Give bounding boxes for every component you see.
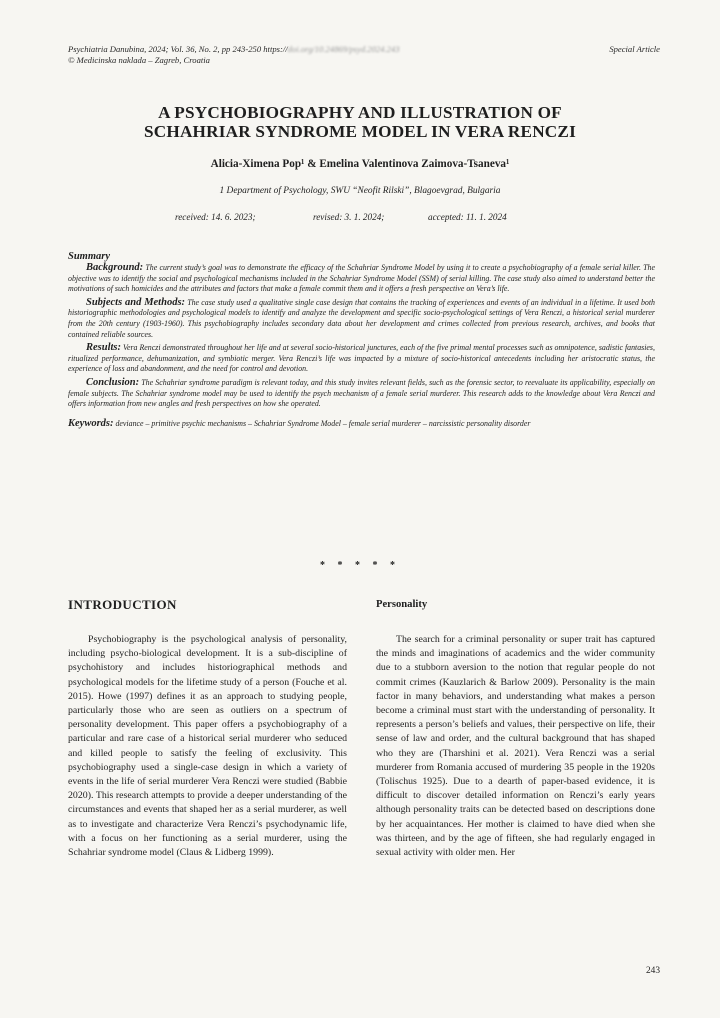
background-text: The current study’s goal was to demonstrate the efficacy of the Schahriar Syndrome Model by using it to create a psychobiography of a female serial killer. The objective was to identify the social and psychological mechanisms included in the Schahriar Syndrome Model (SSM) of serial killing. The case study also aimed to understand better the motivations of such homicides and the attributes and factors that make a female commit them and it offers a fresh perspective on Vera’s life. [68,263,655,294]
section-separator: * * * * * [320,560,400,571]
accepted-date: accepted: 11. 1. 2024 [428,212,507,222]
author-list: Alicia-Ximena Pop¹ & Emelina Valentinova Zaimova-Tsaneva¹ [210,158,510,170]
affiliation: 1 Department of Psychology, SWU “Neofit Rilski”, Blagoevgrad, Bulgaria [219,186,501,196]
abstract-background [68,263,655,295]
keywords-label: Keywords: [68,417,114,429]
keywords-text: deviance – primitive psychic mechanisms – Schahriar Syndrome Model – female serial murderer – narcissistic personality disorder [115,418,531,428]
article-title [60,103,660,141]
running-header [68,44,400,66]
article-type: Special Article [609,44,660,54]
introduction-heading: INTRODUCTION [68,597,177,612]
background-label: Background: [86,262,144,273]
methods-text: The case study used a qualitative single case design that contains the tracking of experiences and events of an individual in a lifetime. It used both historiographic methodologies and psychological models to identify and analyze the development and specific socio-psychological settings of Vera Renczi, a historical serial murderer from the 20th century (1903-1960). This psychobiography includes secondary data about her development and crimes collected from previous research, archives, and books that contained reliable sources. [68,297,655,339]
abstract-results [68,343,655,375]
title-line-1: A PSYCHOBIOGRAPHY AND ILLUSTRATION OF [158,103,562,122]
introduction-paragraph: Psychobiography is the psychological analysis of personality, including psycho-biological development. It is a sub-discipline of psychohistory and includes historiographical methods and psychological models for the lifetime study of a person (Fouche et al. 2015). Howe (1997) defines it as an approach to studying people, particularly those who are seen as outliers on a spectrum of personality development. This paper offers a psychobiography of a particular and rare case of a historical serial murderer who seduced and killed people to satisfy the feeling of exclusivity. This psychobiography used a single-case design in which a variety of events in the life of serial murderer Vera Renczi were studied (Babbie 2020). This research attempts to provide a deeper understanding of the circumstances and events that shaped her as a serial murderer, as well as to investigate and characterize Vera Renczi’s psychodynamic life, with a focus on her functioning as a serial murderer, using the Schahriar syndrome model (Claus & Lidberg 1999). [68,634,347,859]
column-left [68,597,347,860]
abstract [68,250,655,429]
results-text: Vera Renczi demonstrated throughout her life and at several socio-historical junctures, each of the five primal mental processes such as omnipotence, sadistic fantasies, ritualized performance, dehumanization, and symbiotic merger. Vera Renczi’s life was impacted by a mixture of socio-historical antecedents including her aristocratic status, the experience of loss and abandonment, and the need for control and devotion. [68,343,655,374]
conclusion-label: Conclusion: [86,376,140,388]
doi-link[interactable]: doi.org/10.24869/psyd.2024.243 [287,44,400,54]
personality-paragraph: The search for a criminal personality or super trait has captured the minds and imaginations of academics and the wider community due to a stubborn aversion to the notion that regular people do not commit crimes (Kauzlarich & Barlow 2009). Personality is the main factor in many behaviors, and understanding what makes a person become a criminal must start with the understanding of personality. It represents a person’s beliefs and values, their perspective on life, their sense of law and order, and the cultural background that has shaped who they are (Tharshini et al. 2021). Vera Renczi was a serial murderer from Romania accused of murdering 35 people in the 1920s (Tolischus 1925). Due to a dearth of paper-based evidence, it is difficult to discover detailed information on Renczi’s early years although personality traits can be detected based on descriptions done by her acquaintances. Her mother is claimed to have died when she was thirteen, and by the age of fifteen, she had regularly engaged in sexual activity with older men. Her [376,634,655,859]
keywords [68,419,655,430]
journal-citation: Psychiatria Danubina, 2024; Vol. 36, No. 2, pp 243-250 https://doi.org/10.24869/psyd.2024.243 [68,44,400,54]
received-date: received: 14. 6. 2023; [175,212,256,222]
page-number: 243 [645,966,660,976]
publisher-line: © Medicinska naklada – Zagreb, Croatia [68,55,210,65]
summary-heading: Summary [68,251,111,262]
revised-date: revised: 3. 1. 2024; [313,212,385,222]
column-right [376,597,655,860]
results-label: Results: [86,342,122,354]
personality-heading: Personality [376,599,428,610]
methods-label: Subjects and Methods: [86,296,186,308]
abstract-conclusion [68,378,655,410]
conclusion-text: The Schahriar syndrome paradigm is relevant today, and this study invites relevant fields, such as the forensic sector, to reevaluate its applicability, especially on female subjects. The Schahriar syndrome model may be used to identify the psych mechanism of a female serial murderer. This research adds to the knowledge about Vera Renczi and offers information from new angles and fresh perspectives on how she operated. [68,377,655,409]
abstract-methods [68,298,655,340]
title-line-2: SCHAHRIAR SYNDROME MODEL IN VERA RENCZI [144,122,576,141]
